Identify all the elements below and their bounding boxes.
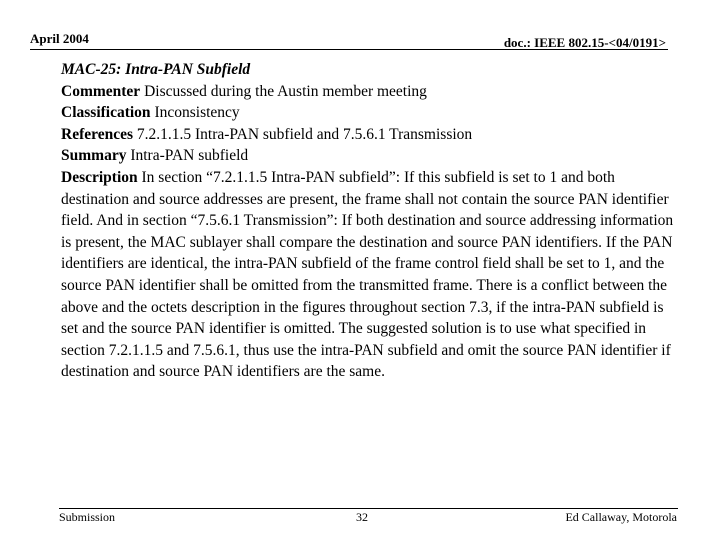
references-label: References (61, 125, 134, 143)
summary-value: Intra-PAN subfield (126, 147, 249, 165)
slide-title: MAC-25: Intra-PAN Subfield (61, 61, 251, 78)
commenter-value: Discussed during the Austin member meeting (140, 82, 427, 100)
classification-label: Classification (61, 104, 151, 122)
footer-submission: Submission (59, 510, 116, 524)
footer-author: Ed Callaway, Motorola (565, 510, 677, 524)
references-line (61, 124, 676, 146)
commenter-line (61, 81, 676, 103)
classification-line (61, 102, 676, 124)
references-value: 7.2.1.1.5 Intra-PAN subfield and 7.5.6.1 Transmission (133, 125, 473, 143)
description-paragraph (61, 167, 676, 383)
header-date: April 2004 (30, 31, 89, 46)
slide-body (61, 59, 676, 383)
description-value: In section “7.2.1.1.5 Intra-PAN subfield”: If this subfield is set to 1 and both destination and source addresses are present, the frame shall not contain the source PAN identifier field. And in section “7.5.6.1 Transmission”: If both destination and source addressing information is present, the MAC sublayer shall compare the destination and source PAN identifiers. If the PAN identifiers are identical, the intra-PAN subfield of the frame control field shall be set to 1, and the source PAN identifier shall be omitted from the transmitted frame. There is a conflict between the above and the octets description in the figures throughout section 7.3, if the intra-PAN subfield is set and the source PAN identifier is omitted. The suggested solution is to use what specified in section 7.2.1.1.5 and 7.5.6.1, thus use the intra-PAN subfield and omit the source PAN identifier if destination and source PAN identifiers are the same. (61, 168, 674, 381)
description-label: Description (61, 168, 138, 186)
footer-page-number: 32 (356, 510, 368, 524)
header-divider (30, 49, 668, 50)
summary-label: Summary (61, 147, 127, 165)
header-doc-id: doc.: IEEE 802.15-<04/0191> (503, 35, 666, 50)
summary-line (61, 145, 676, 167)
classification-value: Inconsistency (150, 104, 240, 122)
commenter-label: Commenter (61, 82, 141, 100)
footer-divider (59, 508, 678, 509)
